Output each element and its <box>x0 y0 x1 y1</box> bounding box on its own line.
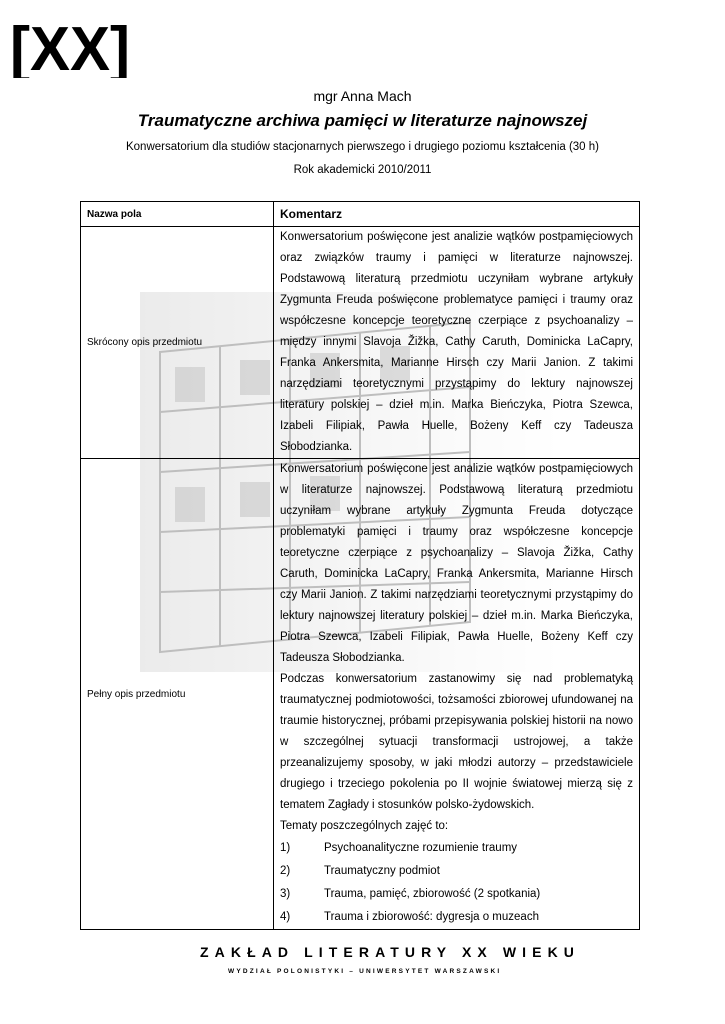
table-row-full-description <box>81 459 640 930</box>
row-label-short-description: Skrócony opis przedmiotu <box>81 227 274 459</box>
topic-number: 4) <box>280 911 291 923</box>
list-item <box>280 906 633 929</box>
list-item <box>280 860 633 883</box>
course-title: Traumatyczne archiwa pamięci w literaturze najnowszej <box>137 111 588 130</box>
department-logo <box>10 18 130 78</box>
academic-year: Rok akademicki 2010/2011 <box>293 164 432 176</box>
course-subtitle: Konwersatorium dla studiów stacjonarnych pierwszego i drugiego poziomu kształcenia (30 h) <box>125 141 600 153</box>
logo-xx-mark <box>10 18 130 78</box>
logo-text: [XX] <box>10 18 130 78</box>
short-description-content <box>274 227 640 459</box>
topic-text: Trauma, pamięć, zbiorowość (2 spotkania) <box>324 888 541 900</box>
table-header-row <box>81 202 640 227</box>
author-name: mgr Anna Mach <box>313 88 412 104</box>
list-item <box>280 883 633 906</box>
topic-text: Traumatyczny podmiot <box>324 865 440 877</box>
row-label-full-description: Pełny opis przedmiotu <box>81 459 274 930</box>
footer-faculty-name: WYDZIAŁ POLONISTYKI – UNIWERSYTET WARSZAWSKI <box>228 968 502 975</box>
topics-intro: Tematy poszczególnych zajęć to: <box>280 820 449 832</box>
footer-department-name: ZAKŁAD LITERATURY XX WIEKU <box>200 944 581 960</box>
topic-number: 3) <box>280 888 291 900</box>
topic-number: 1) <box>280 842 291 854</box>
footer-department-logo <box>200 944 581 980</box>
full-description-content <box>274 459 640 930</box>
table-row-short-description <box>81 227 640 459</box>
topics-list <box>280 837 633 929</box>
topic-text: Psychoanalityczne rozumienie traumy <box>324 842 518 854</box>
column-header-comment: Komentarz <box>274 202 640 227</box>
course-description-table <box>80 201 640 930</box>
short-description-paragraph: Konwersatorium poświęcone jest analizie wątków postpamięciowych oraz związków traumy i pamięci w literaturze najnowszej. Podstawową literaturą przedmiotu uczyniłam wybrane artykuły Zygmunta Freuda poświęcone problematyce pamięci i traumy oraz współczesne koncepcje teoretyczne czerpiące z psychoanalizy – między innymi Slavoja Žižka, Cathy Caruth, Dominicka LaCapry, Franka Ankersmita, Marianne Hirsch czy Marii Janion. Z takimi narzędziami teoretycznymi przystąpimy do lektury najnowszej literatury polskiej – dzieł m.in. Marka Bieńczyka, Piotra Szewca, Izabeli Filipiak, Pawła Huelle, Bożeny Keff czy Tadeusza Słobodzianka. <box>280 231 633 453</box>
full-description-paragraph-2: Podczas konwersatorium zastanowimy się nad problematyką traumatycznej podmiotowości, tożsamości zbiorowej ufundowanej na traumie historycznej, próbami przepisywania polskiej historii na nowo w szczególnej sytuacji transformacji ustrojowej, a także przeanalizujemy sposoby, w jaki młodzi autorzy – przedstawiciele drugiego i trzeciego pokolenia po II wojnie światowej mierzą się z tematem Zagłady i stosunków polsko-żydowskich. <box>280 673 633 811</box>
full-description-paragraph-1: Konwersatorium poświęcone jest analizie wątków postpamięciowych w literaturze najnowszej. Podstawową literaturą przedmiotu uczyniłam wybrane artykuły Zygmunta Freuda dotyczące problematyki pamięci i traumy oraz współczesne koncepcje teoretyczne czerpiące z psychoanalizy – Slavoja Žižka, Cathy Caruth, Dominicka LaCapry, Franka Ankersmita, Marianne Hirsch czy Marii Janion. Z takimi narzędziami teoretycznymi przystąpimy do lektury najnowszej literatury polskiej – dzieł m.in. Marka Bieńczyka, Piotra Szewca, Izabeli Filipiak, Pawła Huelle, Bożeny Keff czy Tadeusza Słobodzianka. <box>280 463 633 664</box>
topic-text: Trauma i zbiorowość: dygresja o muzeach <box>324 911 539 923</box>
topic-number: 2) <box>280 865 291 877</box>
column-header-field-name: Nazwa pola <box>81 202 274 227</box>
list-item <box>280 837 633 860</box>
